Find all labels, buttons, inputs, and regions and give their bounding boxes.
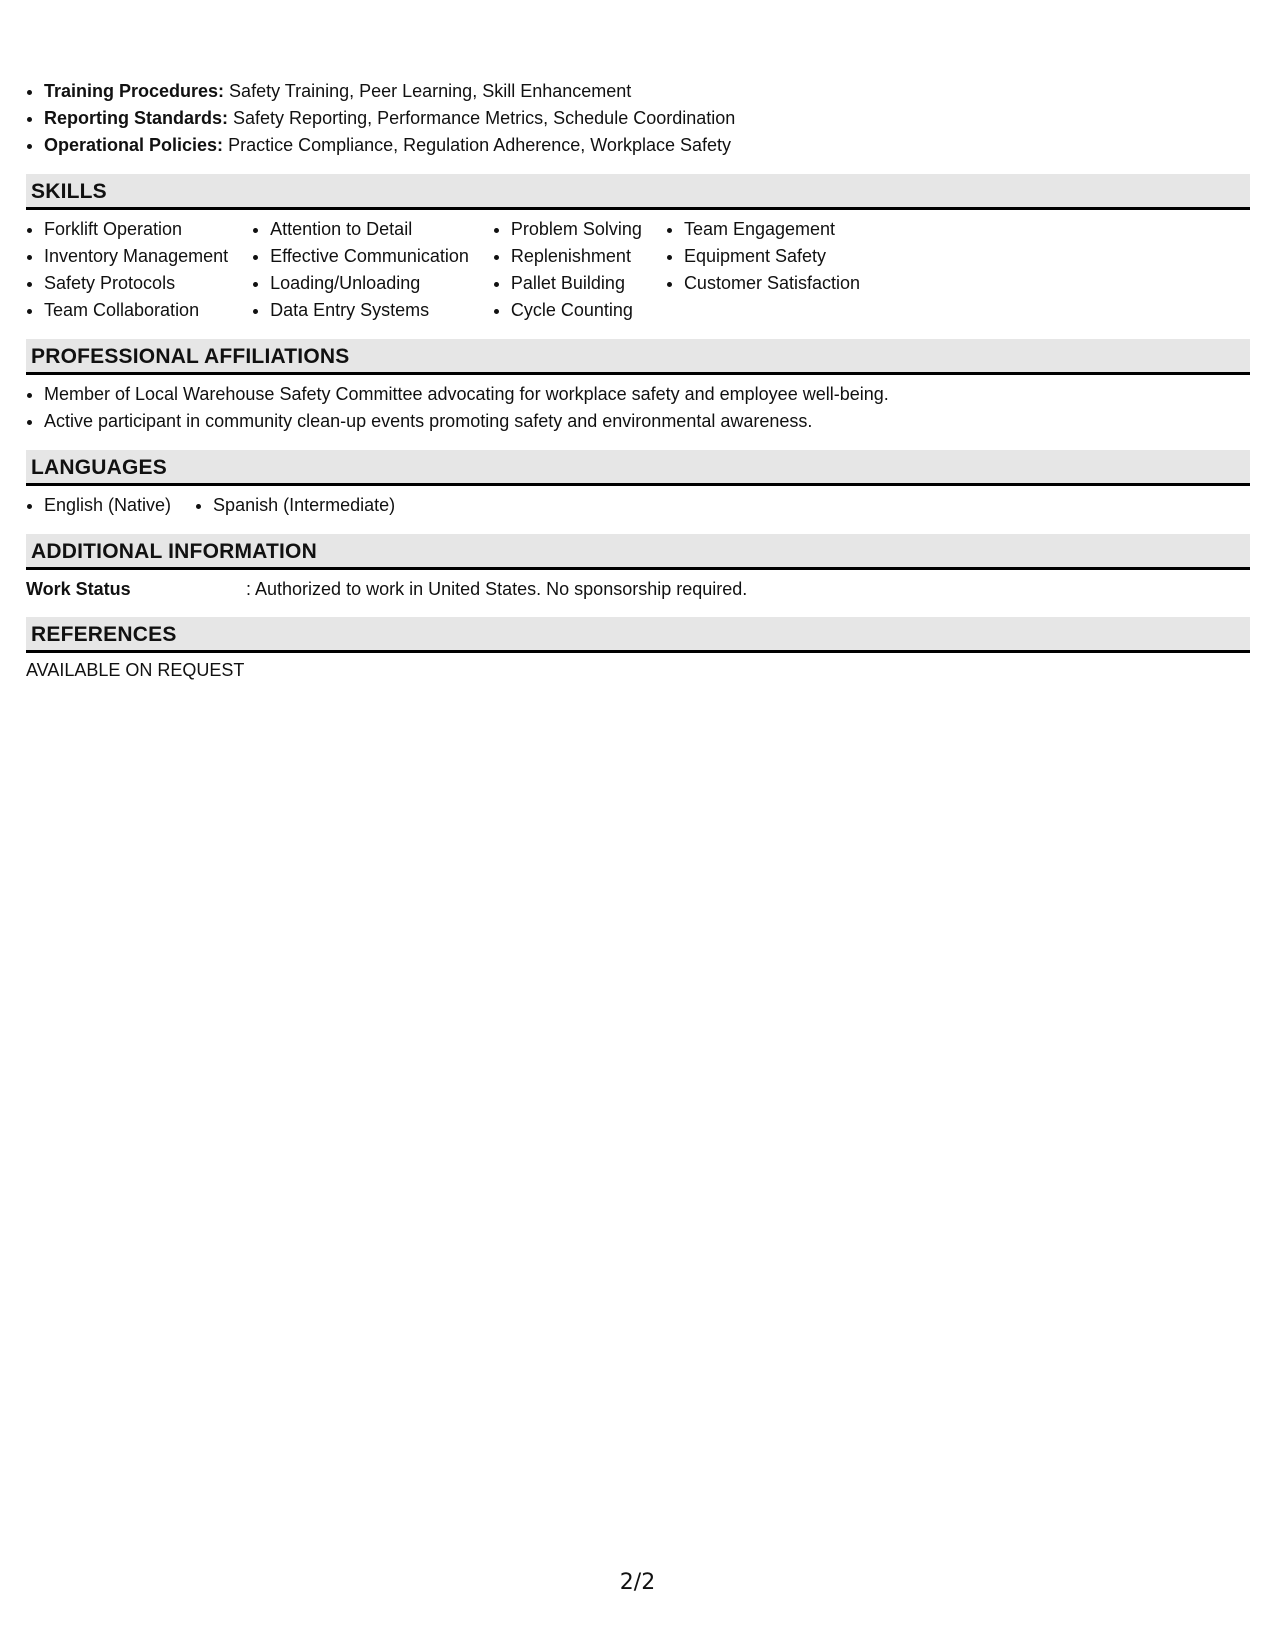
competencies-list xyxy=(26,78,1250,159)
affiliations-body xyxy=(26,375,1250,435)
skills-column xyxy=(252,216,469,324)
skill-item: • Replenishment xyxy=(511,243,642,270)
list-item xyxy=(44,78,1250,105)
item-label: Reporting Standards: xyxy=(44,108,229,128)
skill-item: • Cycle Counting xyxy=(511,297,642,324)
skills-column xyxy=(493,216,642,324)
work-status-label: Work Status xyxy=(26,579,131,599)
skill-item: • Loading/Unloading xyxy=(270,270,469,297)
skills-column xyxy=(26,216,228,324)
list-item xyxy=(44,105,1250,132)
work-status-value: : Authorized to work in United States. No sponsorship required. xyxy=(246,579,748,599)
list-item: • Active participant in community clean-up events promoting safety and environmental awareness. xyxy=(44,408,1250,435)
language-item: • English (Native) xyxy=(44,492,171,519)
item-label: Training Procedures: xyxy=(44,81,225,101)
list-item: • Member of Local Warehouse Safety Committee advocating for workplace safety and employee well-being. xyxy=(44,381,1250,408)
skills-grid xyxy=(26,210,1250,324)
page-number: 2/2 xyxy=(619,1570,656,1595)
skills-column xyxy=(666,216,860,324)
skill-item: • Inventory Management xyxy=(44,243,228,270)
section-heading: REFERENCES xyxy=(26,617,1250,653)
section-heading: LANGUAGES xyxy=(26,450,1250,486)
skill-item: • Team Collaboration xyxy=(44,297,228,324)
additional-information-section xyxy=(26,534,1250,602)
work-status-row xyxy=(26,570,1250,602)
references-section xyxy=(26,617,1250,683)
skill-item: • Customer Satisfaction xyxy=(684,270,860,297)
language-item: • Spanish (Intermediate) xyxy=(213,492,395,519)
resume-page xyxy=(26,78,1250,683)
languages-row xyxy=(26,486,1250,519)
section-heading: ADDITIONAL INFORMATION xyxy=(26,534,1250,570)
skill-item: • Forklift Operation xyxy=(44,216,228,243)
item-text: Safety Training, Peer Learning, Skill Enhancement xyxy=(224,81,632,101)
list-item xyxy=(44,132,1250,159)
language-list xyxy=(26,492,171,519)
item-text: Safety Reporting, Performance Metrics, Schedule Coordination xyxy=(228,108,736,128)
item-label: Operational Policies: xyxy=(44,135,224,155)
affiliations-section xyxy=(26,339,1250,435)
skill-item: • Data Entry Systems xyxy=(270,297,469,324)
skill-item: • Safety Protocols xyxy=(44,270,228,297)
skills-section xyxy=(26,174,1250,324)
skill-item: • Attention to Detail xyxy=(270,216,469,243)
skill-item: • Pallet Building xyxy=(511,270,642,297)
section-heading: PROFESSIONAL AFFILIATIONS xyxy=(26,339,1250,375)
item-text: Practice Compliance, Regulation Adherence, Workplace Safety xyxy=(223,135,731,155)
affiliations-list xyxy=(26,381,1250,435)
skill-item: • Effective Communication xyxy=(270,243,469,270)
skill-item: • Problem Solving xyxy=(511,216,642,243)
languages-section xyxy=(26,450,1250,519)
skill-item: • Equipment Safety xyxy=(684,243,860,270)
skill-item: • Team Engagement xyxy=(684,216,860,243)
section-heading: SKILLS xyxy=(26,174,1250,210)
references-text: AVAILABLE ON REQUEST xyxy=(26,660,245,680)
language-list xyxy=(195,492,395,519)
